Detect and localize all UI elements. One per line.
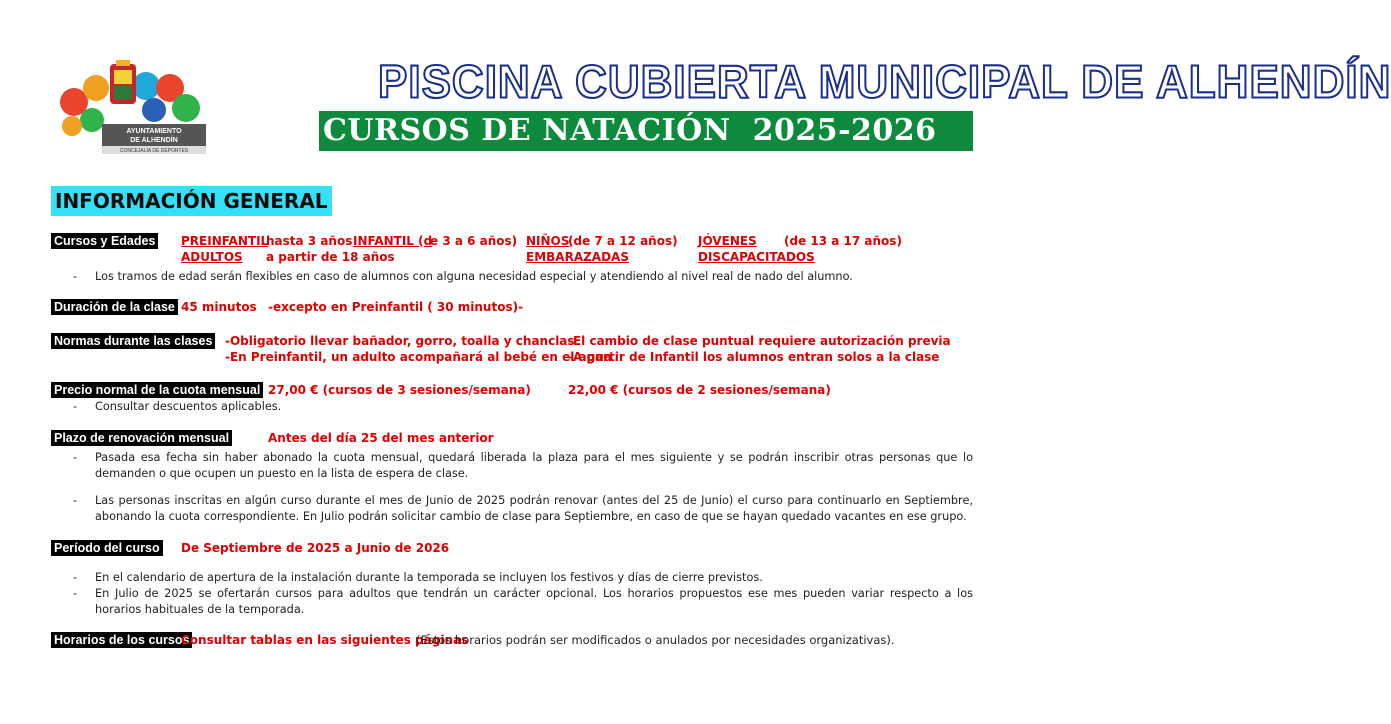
- periodo-note-2: En Julio de 2025 se ofertarán cursos para adultos que tendrán un carácter opcional. Los horarios propuestos ese mes pueden variar respecto a los horarios habituales de la temporada.: [95, 587, 973, 616]
- duracion-exception: -excepto en Preinfantil ( 30 minutos)-: [268, 300, 524, 314]
- periodo-note-1: En el calendario de apertura de la instalación durante la temporada se incluyen los festivos y días de cierre previstos.: [95, 571, 763, 584]
- course-adultos: ADULTOS: [181, 250, 243, 264]
- bullet: -: [73, 400, 78, 413]
- list-item: [73, 586, 973, 618]
- bullet: -: [73, 571, 78, 584]
- section-title: INFORMACIÓN GENERAL: [51, 186, 332, 216]
- logo-graphic: [58, 58, 210, 154]
- list-item: [73, 450, 973, 482]
- list-item: [73, 399, 973, 415]
- normas-rule-3: -En Preinfantil, un adulto acompañará al bebé en el agua: [225, 350, 612, 364]
- plazo-note-2: Las personas inscritas en algún curso durante el mes de Junio de 2025 podrán renovar (antes del 25 de Junio) el curso para continuarlo en Septiembre, abonando la cuota correspondiente. En Julio podrán solicitar cambio de clase para Septiembre, en caso de que se hayan quedado vacantes en ese grupo.: [95, 494, 973, 523]
- page-title: PISCINA CUBIERTA MUNICIPAL DE ALHENDÍN: [378, 56, 1391, 109]
- precio-note: Consultar descuentos aplicables.: [95, 400, 282, 413]
- course-adultos-age: a partir de 18 años: [266, 250, 395, 264]
- normas-rule-2: -El cambio de clase puntual requiere autorización previa: [568, 334, 951, 348]
- periodo-label: Período del curso: [51, 540, 163, 556]
- cursos-note: Los tramos de edad serán flexibles en caso de alumnos con alguna necesidad especial y atendiendo al nivel real de nado del alumno.: [95, 270, 853, 283]
- bullet: -: [73, 494, 78, 507]
- course-preinfantil: PREINFANTIL: [181, 234, 269, 248]
- course-preinfantil-age: hasta 3 años: [266, 234, 353, 248]
- normas-rule-4: -A partir de Infantil los alumnos entran solos a la clase: [568, 350, 940, 364]
- horarios-note: (Estos horarios podrán ser modificados o anulados por necesidades organizativas).: [416, 633, 895, 647]
- list-item: [73, 493, 973, 525]
- course-ninos-age: (de 7 a 12 años): [568, 234, 678, 248]
- course-ninos: NIÑOS: [526, 234, 570, 248]
- subtitle-banner: [319, 111, 973, 151]
- bullet: -: [73, 270, 78, 283]
- precio-3-sesiones: 27,00 € (cursos de 3 sesiones/semana): [268, 383, 531, 397]
- course-discapacitados: DISCAPACITADOS: [698, 250, 815, 264]
- svg-text:CONCEJALÍA DE DEPORTES: CONCEJALÍA DE DEPORTES: [119, 148, 189, 154]
- horarios-label: Horarios de los cursos: [51, 632, 192, 648]
- cursos-label: Cursos y Edades: [51, 233, 158, 249]
- course-infantil: INFANTIL (d: [353, 234, 433, 248]
- list-item: [73, 570, 973, 586]
- duracion-value: 45 minutos: [181, 300, 257, 314]
- duracion-label: Duración de la clase: [51, 299, 178, 315]
- normas-label: Normas durante las clases: [51, 333, 215, 349]
- svg-text:DE ALHENDÍN: DE ALHENDÍN: [130, 137, 178, 144]
- list-item: [73, 269, 973, 285]
- ayuntamiento-logo: [58, 58, 210, 154]
- horarios-value: Consultar tablas en las siguientes páginas: [181, 633, 469, 647]
- bullet: -: [73, 587, 78, 600]
- bullet: -: [73, 451, 78, 464]
- subtitle: CURSOS DE NATACIÓN 2025-2026: [323, 113, 937, 148]
- course-infantil-age: e 3 a 6 años): [430, 234, 518, 248]
- plazo-value: Antes del día 25 del mes anterior: [268, 431, 494, 445]
- periodo-value: De Septiembre de 2025 a Junio de 2026: [181, 541, 450, 555]
- course-embarazadas: EMBARAZADAS: [526, 250, 629, 264]
- svg-text:AYUNTAMIENTO: AYUNTAMIENTO: [126, 128, 182, 135]
- course-jovenes: JÓVENES: [698, 234, 757, 248]
- precio-2-sesiones: 22,00 € (cursos de 2 sesiones/semana): [568, 383, 831, 397]
- plazo-label: Plazo de renovación mensual: [51, 430, 232, 446]
- normas-rule-1: -Obligatorio llevar bañador, gorro, toalla y chanclas: [225, 334, 575, 348]
- course-jovenes-age: (de 13 a 17 años): [784, 234, 902, 248]
- precio-label: Precio normal de la cuota mensual: [51, 382, 263, 398]
- plazo-note-1: Pasada esa fecha sin haber abonado la cuota mensual, quedará liberada la plaza para el mes siguiente y se podrán inscribir otras personas que lo demanden o que ocupen un puesto en la lista de espera de clase.: [95, 451, 973, 480]
